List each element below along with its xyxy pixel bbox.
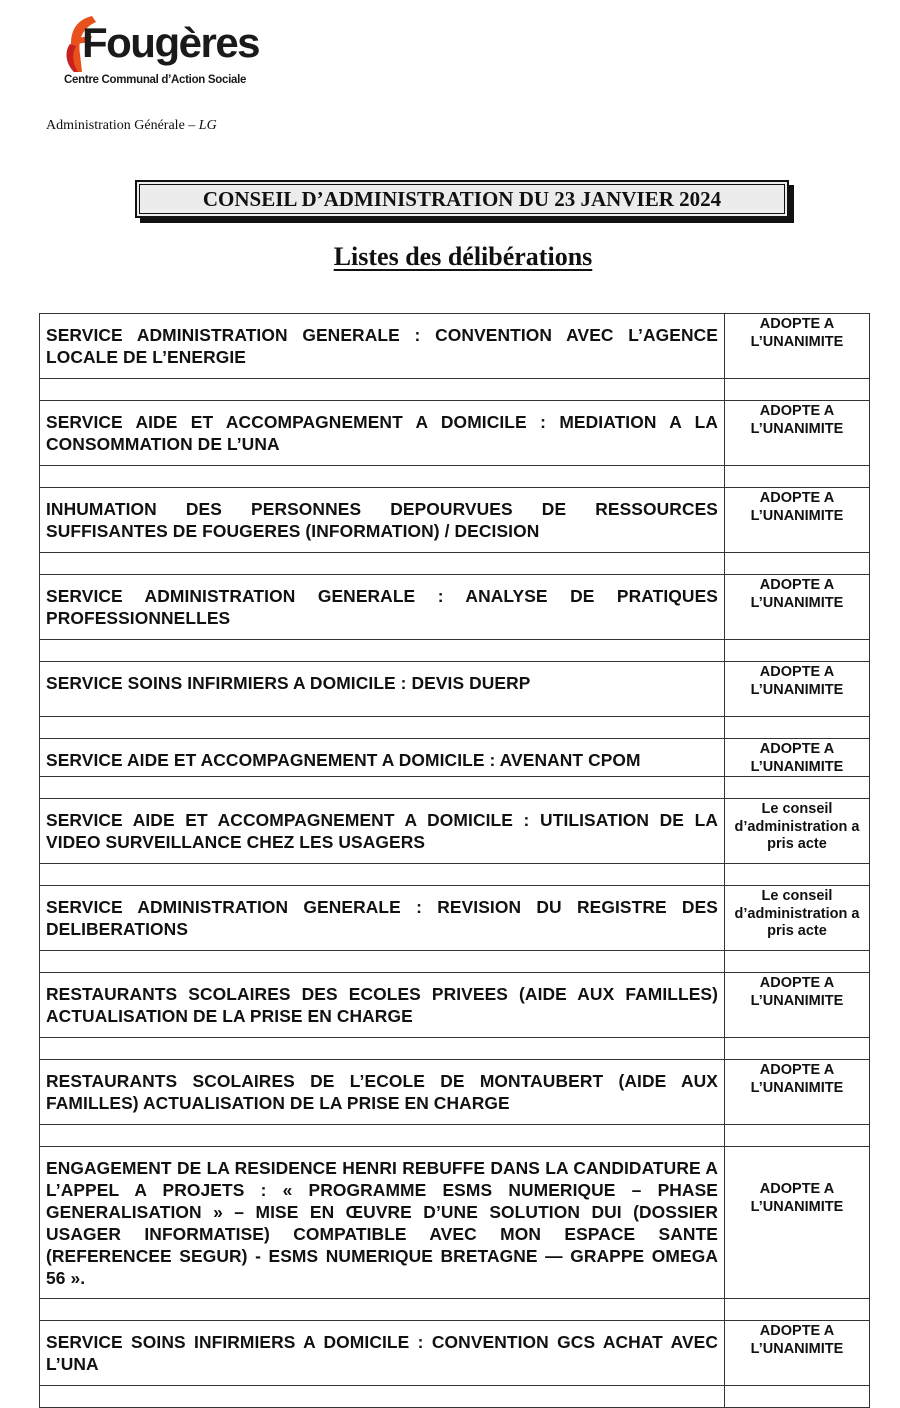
deliberation-subject: RESTAURANTS SCOLAIRES DE L’ECOLE DE MONTAUBERT (AIDE AUX FAMILLES) ACTUALISATION DE LA PRISE EN CHARGE [40, 1060, 725, 1125]
table-spacer-row [40, 553, 870, 575]
table-spacer-row [40, 951, 870, 973]
department-initials: LG [198, 118, 217, 133]
table-row [40, 973, 870, 1038]
table-spacer-row [40, 777, 870, 799]
deliberation-result: ADOPTE A L’UNANIMITE [725, 1147, 870, 1299]
document-title [135, 180, 789, 218]
deliberation-result: ADOPTE A L’UNANIMITE [725, 662, 870, 717]
document-subtitle: Listes des délibérations [333, 242, 593, 271]
table-spacer-row [40, 864, 870, 886]
table-row [40, 575, 870, 640]
deliberation-result: ADOPTE A L’UNANIMITE [725, 739, 870, 777]
table-spacer-row [40, 640, 870, 662]
table-row [40, 739, 870, 777]
deliberations-table [39, 313, 870, 1408]
deliberation-subject: SERVICE AIDE ET ACCOMPAGNEMENT A DOMICILE : MEDIATION A LA CONSOMMATION DE L’UNA [40, 401, 725, 466]
table-spacer-row [40, 1386, 870, 1408]
deliberation-result: Le conseil d’administration a pris acte [725, 799, 870, 864]
table-spacer-row [40, 1038, 870, 1060]
deliberation-subject: INHUMATION DES PERSONNES DEPOURVUES DE RESSOURCES SUFFISANTES DE FOUGERES (INFORMATION) / DECISION [40, 488, 725, 553]
deliberation-result: Le conseil d’administration a pris acte [725, 886, 870, 951]
table-row [40, 401, 870, 466]
deliberation-result: ADOPTE A L’UNANIMITE [725, 1321, 870, 1386]
deliberation-subject: SERVICE SOINS INFIRMIERS A DOMICILE : CONVENTION GCS ACHAT AVEC L’UNA [40, 1321, 725, 1386]
table-row [40, 314, 870, 379]
logo-subtitle: Centre Communal d’Action Sociale [64, 74, 247, 86]
table-row [40, 488, 870, 553]
table-spacer-row [40, 717, 870, 739]
deliberation-subject: SERVICE ADMINISTRATION GENERALE : REVISION DU REGISTRE DES DELIBERATIONS [40, 886, 725, 951]
document-title-text: CONSEIL D’ADMINISTRATION DU 23 JANVIER 2024 [202, 186, 722, 211]
deliberation-subject: SERVICE SOINS INFIRMIERS A DOMICILE : DEVIS DUERP [40, 662, 725, 717]
table-row [40, 1321, 870, 1386]
deliberation-subject: SERVICE AIDE ET ACCOMPAGNEMENT A DOMICILE : UTILISATION DE LA VIDEO SURVEILLANCE CHEZ LES USAGERS [40, 799, 725, 864]
deliberation-result: ADOPTE A L’UNANIMITE [725, 973, 870, 1038]
table-spacer-row [40, 379, 870, 401]
deliberation-result: ADOPTE A L’UNANIMITE [725, 488, 870, 553]
deliberation-result: ADOPTE A L’UNANIMITE [725, 401, 870, 466]
deliberation-subject: ENGAGEMENT DE LA RESIDENCE HENRI REBUFFE DANS LA CANDIDATURE A L’APPEL A PROJETS : « PROGRAMME ESMS NUMERIQUE – PHASE GENERALISATION » – MISE EN ŒUVRE D’UNE SOLUTION DUI (DOSSIER USAGER INFORMATISE) COMPATIBLE AVEC MON ESPACE SANTE (REFERENCEE SEGUR) - ESMS NUMERIQUE BRETAGNE — GRAPPE OMEGA 56 ». [40, 1147, 725, 1299]
deliberation-result: ADOPTE A L’UNANIMITE [725, 1060, 870, 1125]
table-spacer-row [40, 466, 870, 488]
deliberation-subject: SERVICE ADMINISTRATION GENERALE : CONVENTION AVEC L’AGENCE LOCALE DE L’ENERGIE [40, 314, 725, 379]
table-row [40, 799, 870, 864]
deliberation-subject: RESTAURANTS SCOLAIRES DES ECOLES PRIVEES (AIDE AUX FAMILLES) ACTUALISATION DE LA PRISE EN CHARGE [40, 973, 725, 1038]
table-row [40, 662, 870, 717]
department-line [46, 118, 217, 134]
logo-name: Fougères [82, 19, 260, 66]
table-row [40, 1060, 870, 1125]
ccas-logo [62, 10, 262, 92]
table-spacer-row [40, 1125, 870, 1147]
table-row [40, 886, 870, 951]
deliberation-result: ADOPTE A L’UNANIMITE [725, 314, 870, 379]
department-label: Administration Générale – [46, 118, 199, 133]
table-row [40, 1147, 870, 1299]
deliberation-result: ADOPTE A L’UNANIMITE [725, 575, 870, 640]
deliberation-subject: SERVICE ADMINISTRATION GENERALE : ANALYSE DE PRATIQUES PROFESSIONNELLES [40, 575, 725, 640]
table-spacer-row [40, 1299, 870, 1321]
deliberation-subject: SERVICE AIDE ET ACCOMPAGNEMENT A DOMICILE : AVENANT CPOM [40, 739, 725, 777]
